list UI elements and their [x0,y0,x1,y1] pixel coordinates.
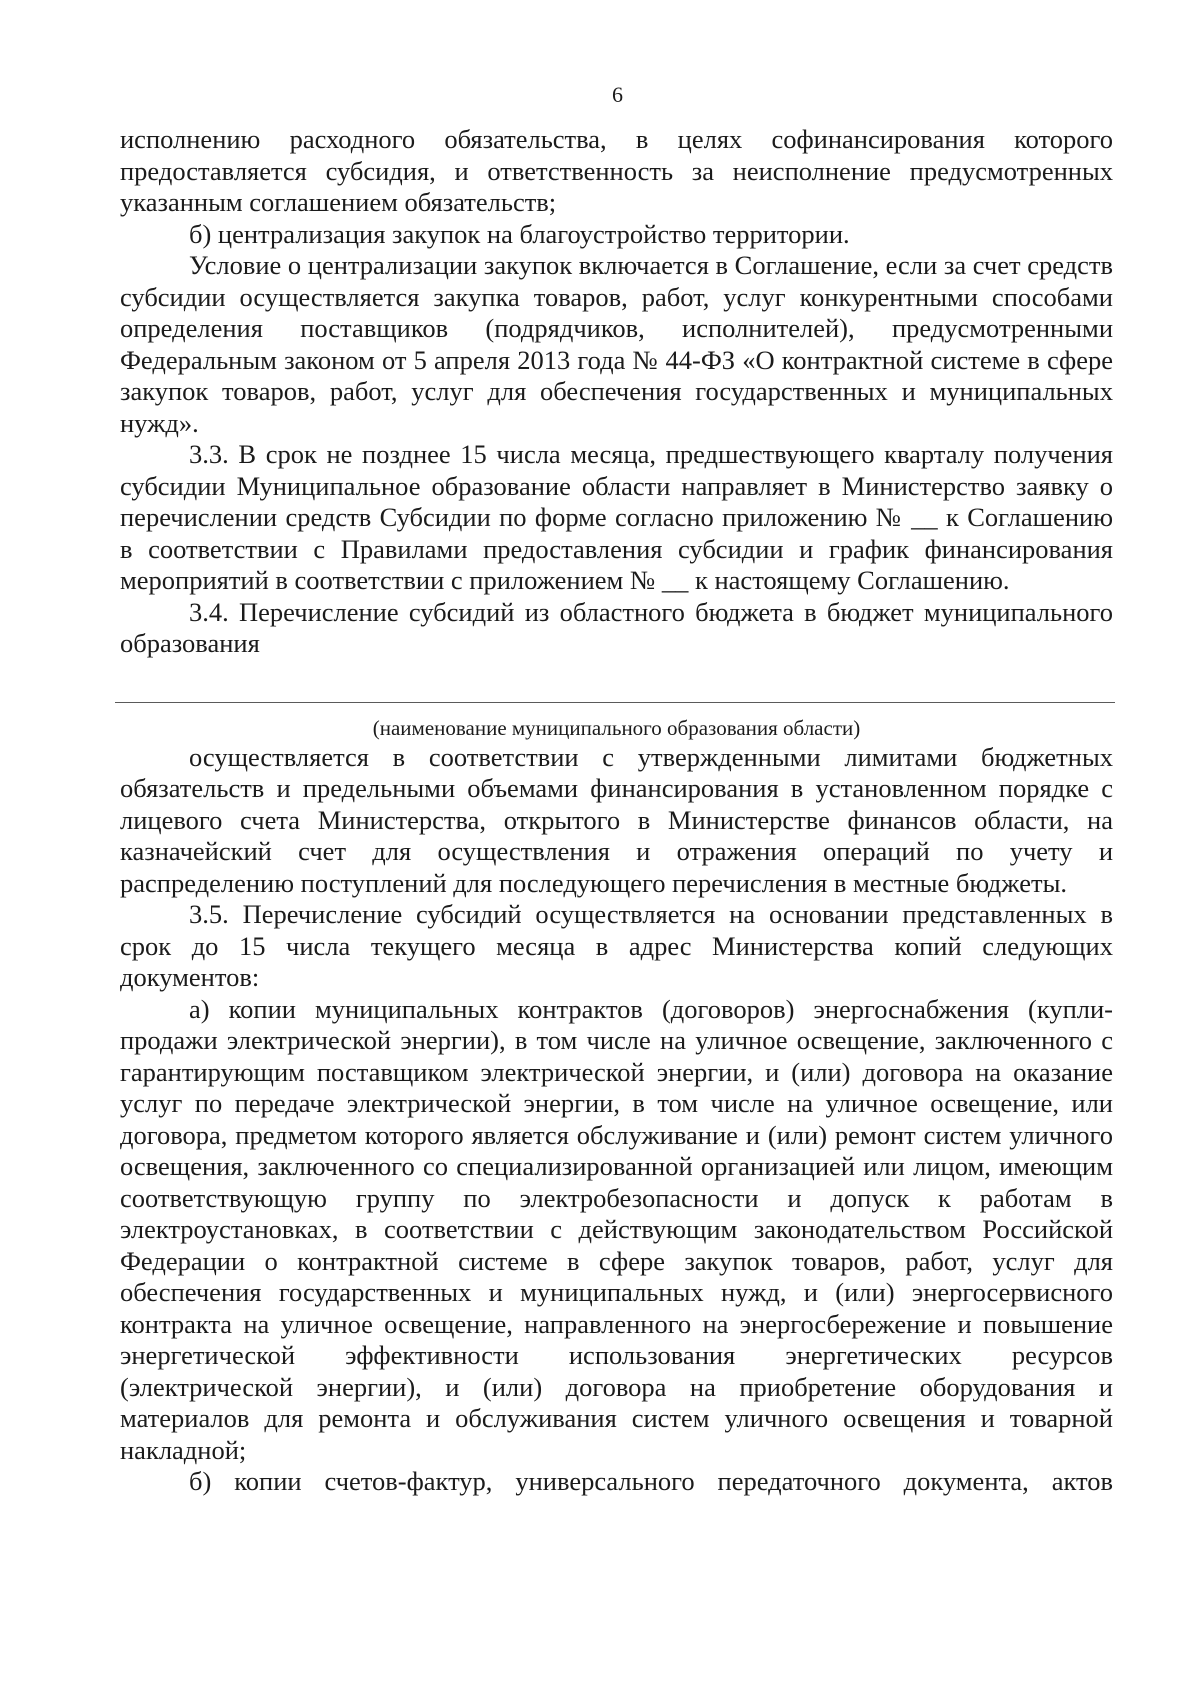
paragraph-3-4-continuation: осуществляется в соответствии с утвержденными лимитами бюджетных обязательств и предельными объемами финансирования в установленном порядке с лицевого счета Министерства, открытого в Министерстве финансов области, на казначейский счет для осуществления и отражения операций по учету и распределению поступлений для последующего перечисления в местные бюджеты. [120,741,1113,898]
blank-caption: (наименование муниципального образования области) [372,715,861,740]
document-body [120,124,1113,1498]
page-number: 6 [612,82,623,107]
fill-in-line [115,702,1115,703]
paragraph-item-a: а) копии муниципальных контрактов (договоров) энергоснабжения (купли-продажи электрической энергии), в том числе на уличное освещение, заключенного с гарантирующим поставщиком электрической энергии, и (или) договора на оказание услуг по передаче электрической энергии, в том числе на уличное освещение, или договора, предметом которого является обслуживание и (или) ремонт систем уличного освещения, заключенного со специализированной организацией или лицом, имеющим соответствующую группу по электробезопасности и допуск к работам в электроустановках, в соответствии с действующим законодательством Российской Федерации о контрактной системе в сфере закупок товаров, работ, услуг для обеспечения государственных и муниципальных нужд, и (или) энергосервисного контракта на уличное освещение, направленного на энергосбережение и повышение энергетической эффективности использования энергетических ресурсов (электрической энергии), и (или) договора на приобретение оборудования и материалов для ремонта и обслуживания систем уличного освещения и товарной накладной; [120,993,1113,1465]
paragraph-3-5: 3.5. Перечисление субсидий осуществляется на основании представленных в срок до 15 числа текущего месяца в адрес Министерства копий следующих документов: [120,899,1113,992]
paragraph-item-b: б) копии счетов-фактур, универсального передаточного документа, актов [189,1466,1113,1496]
paragraph-3-4: 3.4. Перечисление субсидий из областного бюджета в бюджет муниципального образования [120,596,1113,658]
paragraph-obligation-continuation: исполнению расходного обязательства, в целях софинансирования которого предоставляется субсидия, и ответственность за неисполнение предусмотренных указанным соглашением обязательств; [120,124,1113,217]
paragraph-centralization-condition: Условие о централизации закупок включается в Соглашение, если за счет средств субсидии осуществляется закупка товаров, работ, услуг конкурентными способами определения поставщиков (подрядчиков, исполнителей), предусмотренными Федеральным законом от 5 апреля 2013 года № 44-ФЗ «О контрактной системе в сфере закупок товаров, работ, услуг для обеспечения государственных и муниципальных нужд». [120,250,1113,438]
paragraph-3-3: 3.3. В срок не позднее 15 числа месяца, предшествующего кварталу получения субсидии Муниципальное образование области направляет в Министерство заявку о перечислении средств Субсидии по форме согласно приложению № __ к Соглашению в соответствии с Правилами предоставления субсидии и график финансирования мероприятий в соответствии с приложением № __ к настоящему Соглашению. [120,439,1113,595]
paragraph-procurement-centralization: б) централизация закупок на благоустройство территории. [189,218,850,249]
municipality-name-blank [120,660,1113,714]
